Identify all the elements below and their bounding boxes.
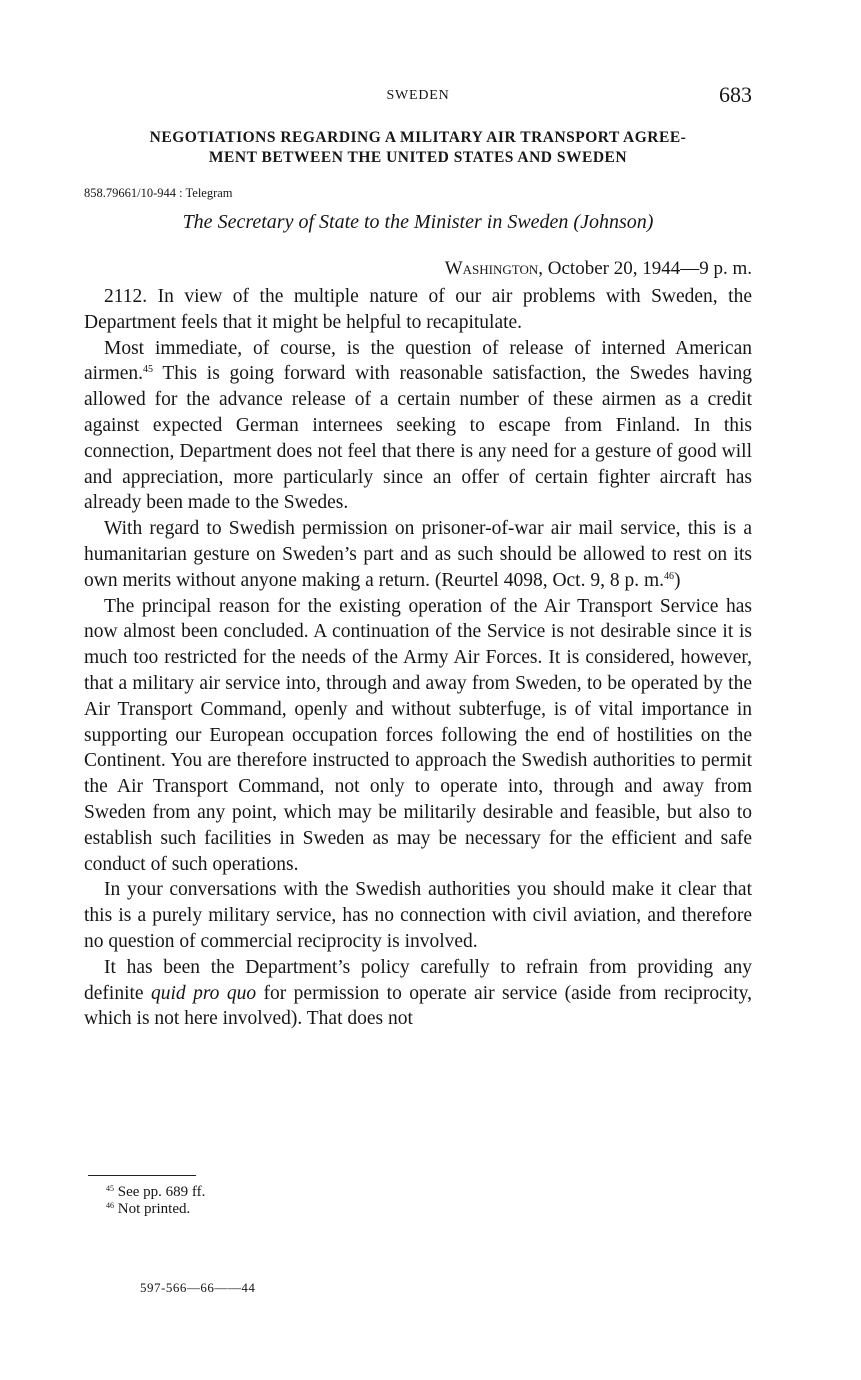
print-code: 597-566—66——44 — [140, 1280, 256, 1295]
paragraph-text: Most immediate, of course, is the question of release of interned American airmen. — [84, 337, 752, 385]
footnote-divider — [88, 1175, 196, 1176]
footnote-text: See pp. 689 ff. — [114, 1184, 206, 1200]
heading-name: Johnson — [580, 211, 647, 233]
footnote-number: 45 — [106, 1184, 114, 1193]
paragraph-text: ) — [674, 569, 681, 591]
page-number: 683 — [719, 82, 752, 107]
paragraph-text: In your conversations with the Swedish authorities you should make it clear that this is a purely military service, has no connection with civil aviation, and therefore no question of commercial reciprocity is involved. — [84, 879, 752, 952]
footnote — [106, 1184, 205, 1201]
dateline-date: , October 20, 1944—9 p. m. — [538, 258, 752, 279]
footnote-number: 46 — [106, 1201, 114, 1210]
running-title: SWEDEN — [386, 88, 450, 103]
body-text — [84, 284, 752, 1032]
paragraph-text: It has been the Department’s policy carefully to refrain from providing any definite — [84, 956, 752, 1004]
paragraph-text: With regard to Swedish permission on prisoner-of-war air mail service, this is a humanitarian gesture on Sweden’s part and as such should be allowed to rest on its own merits without anyone making a return. (Reurtel 4098, Oct. 9, 8 p. m. — [84, 518, 752, 591]
paragraph-text: The principal reason for the existing operation of the Air Transport Service has now almost been concluded. A continuation of the Service is not desirable since it is much too restricted for the needs of the Army Air Forces. It is considered, however, that a military air service into, through and away from Sweden, to be operated by the Air Transport Command, openly and without subterfuge, is of vital importance in supporting our European occupation forces following the end of hostilities on the Continent. You are therefore instructed to approach the Swedish authorities to permit the Air Transport Command, not only to operate into, through and away from Sweden from any point, which may be militarily desirable and feasible, but also to establish such facilities in Sweden as may be necessary for the efficient and safe conduct of such operations. — [84, 595, 752, 875]
paragraph — [84, 594, 752, 878]
footnote-text: Not printed. — [114, 1201, 191, 1217]
paragraph-text: This is going forward with reasonable satisfaction, the Swedes having allowed for the advance release of a certain number of these airmen as a credit against expected German internees seeking to escape from Finland. In this connection, Department does not feel that there is any need for a gesture of good will and appreciation, more particularly since an offer of certain fighter aircraft has already been made to the Swedes. — [84, 363, 752, 514]
heading-prefix: The Secretary of State to the Minister in Sweden ( — [182, 211, 581, 233]
paragraph — [84, 877, 752, 954]
section-title-line: MENT BETWEEN THE UNITED STATES AND SWEDEN — [208, 149, 628, 166]
dateline-place: Washington — [444, 258, 539, 279]
footnote-marker: 46 — [664, 570, 675, 582]
paragraph — [84, 284, 752, 336]
paragraph-text: 2112. In view of the multiple nature of our air problems with Sweden, the Department feels that it might be helpful to recapitulate. — [84, 286, 752, 333]
file-reference: 858.79661/10-944 : Telegram — [84, 186, 233, 200]
heading-suffix: ) — [646, 211, 654, 233]
paragraph — [84, 516, 752, 593]
italic-text: quid pro quo — [150, 982, 257, 1004]
footnote-marker: 45 — [143, 364, 154, 376]
paragraph — [84, 955, 752, 1032]
paragraph — [84, 336, 752, 517]
section-title-line: NEGOTIATIONS REGARDING A MILITARY AIR TRANSPORT AGREE- — [149, 129, 687, 146]
dateline — [445, 258, 752, 280]
footnotes — [106, 1184, 205, 1218]
document-heading — [84, 211, 752, 234]
footnote — [106, 1201, 205, 1218]
paragraph-text: for permission to operate air service (aside from reciprocity, which is not here involved). That does not — [84, 982, 753, 1030]
section-title — [84, 128, 752, 168]
running-head — [84, 84, 752, 110]
